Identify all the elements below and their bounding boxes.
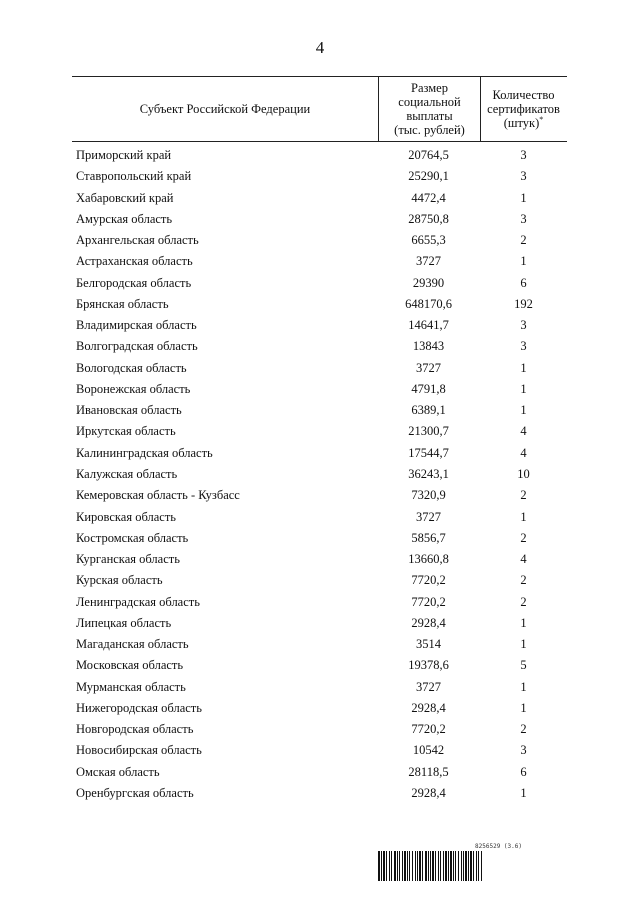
region-cell: Волгоградская область xyxy=(76,339,198,354)
count-cell: 1 xyxy=(520,254,527,269)
region-cell: Новгородская область xyxy=(76,722,194,737)
amount-cell: 2928,4 xyxy=(411,785,446,800)
table-row xyxy=(72,595,567,616)
amount-cell: 19378,6 xyxy=(408,658,449,673)
count-cell: 1 xyxy=(520,381,527,396)
table-row xyxy=(72,488,567,509)
region-cell: Воронежская область xyxy=(76,381,191,396)
table-row xyxy=(72,169,567,190)
amount-cell: 7720,2 xyxy=(411,722,446,737)
header-amount-line: социальной xyxy=(398,95,461,109)
amount-cell: 4791,8 xyxy=(411,381,446,396)
table-row xyxy=(72,765,567,786)
amount-cell: 21300,7 xyxy=(408,424,449,439)
amount-cell: 648170,6 xyxy=(405,296,452,311)
region-cell: Кировская область xyxy=(76,509,177,524)
amount-cell: 5856,7 xyxy=(411,530,446,545)
region-cell: Мурманская область xyxy=(76,679,186,694)
footnote-mark: * xyxy=(539,114,544,124)
table-row xyxy=(72,701,567,722)
count-cell: 2 xyxy=(520,573,527,588)
table-row xyxy=(72,637,567,658)
count-cell: 2 xyxy=(520,488,527,503)
count-cell: 3 xyxy=(520,169,527,184)
amount-cell: 6389,1 xyxy=(411,403,446,418)
table-row xyxy=(72,297,567,318)
region-cell: Оренбургская область xyxy=(76,785,194,800)
count-cell: 3 xyxy=(520,148,527,162)
count-cell: 1 xyxy=(520,190,527,205)
count-cell: 1 xyxy=(520,615,527,630)
count-cell: 1 xyxy=(520,785,527,800)
region-cell: Калининградская область xyxy=(76,445,213,460)
table-row xyxy=(72,254,567,275)
header-region: Субъект Российской Федерации xyxy=(139,101,311,116)
count-cell: 3 xyxy=(520,339,527,354)
count-cell: 1 xyxy=(520,679,527,694)
table-row xyxy=(72,616,567,637)
barcode-caption: 8256529 (3.6) xyxy=(475,843,522,850)
regions-table xyxy=(72,76,567,800)
amount-cell: 29390 xyxy=(412,275,445,290)
region-cell: Белгородская область xyxy=(76,275,192,290)
header-amount xyxy=(378,77,481,141)
amount-cell: 7720,2 xyxy=(411,573,446,588)
table-body xyxy=(72,148,567,807)
count-cell: 10 xyxy=(517,466,530,481)
header-count-line: сертификатов xyxy=(487,102,560,116)
amount-cell: 10542 xyxy=(412,743,445,758)
count-cell: 2 xyxy=(520,530,527,545)
amount-cell: 17544,7 xyxy=(408,445,449,460)
amount-cell: 28750,8 xyxy=(408,211,449,226)
count-cell: 3 xyxy=(520,318,527,333)
region-cell: Приморский край xyxy=(76,148,172,162)
table-row xyxy=(72,424,567,445)
table-row xyxy=(72,403,567,424)
amount-cell: 3514 xyxy=(416,637,441,652)
region-cell: Архангельская область xyxy=(76,233,199,248)
table-row xyxy=(72,339,567,360)
barcode-bars xyxy=(378,851,584,881)
header-amount-line: Размер xyxy=(411,81,448,95)
count-cell: 1 xyxy=(520,509,527,524)
page-number: 4 xyxy=(315,38,325,57)
table-row xyxy=(72,233,567,254)
table-row xyxy=(72,361,567,382)
amount-cell: 7320,9 xyxy=(411,488,446,503)
table-row xyxy=(72,722,567,743)
table-row xyxy=(72,148,567,169)
count-cell: 192 xyxy=(514,296,533,311)
region-cell: Вологодская область xyxy=(76,360,187,375)
region-cell: Астраханская область xyxy=(76,254,193,269)
region-cell: Магаданская область xyxy=(76,637,189,652)
amount-cell: 3727 xyxy=(416,254,441,269)
region-cell: Ленинградская область xyxy=(76,594,200,609)
region-cell: Иркутская область xyxy=(76,424,176,439)
amount-cell: 36243,1 xyxy=(408,466,449,481)
region-cell: Калужская область xyxy=(76,466,178,481)
region-cell: Костромская область xyxy=(76,530,189,545)
region-cell: Липецкая область xyxy=(76,615,172,630)
table-row xyxy=(72,446,567,467)
region-cell: Курганская область xyxy=(76,552,180,567)
region-cell: Амурская область xyxy=(76,211,173,226)
table-row xyxy=(72,658,567,679)
header-count-line: (штук)* xyxy=(503,114,544,130)
region-cell: Хабаровский край xyxy=(76,190,174,205)
header-count-line: Количество xyxy=(492,88,555,102)
count-cell: 2 xyxy=(520,722,527,737)
table-row xyxy=(72,467,567,488)
amount-cell: 4472,4 xyxy=(411,190,446,205)
amount-cell: 20764,5 xyxy=(408,148,449,162)
region-cell: Омская область xyxy=(76,764,160,779)
count-cell: 1 xyxy=(520,360,527,375)
region-cell: Курская область xyxy=(76,573,163,588)
amount-cell: 25290,1 xyxy=(408,169,449,184)
amount-cell: 2928,4 xyxy=(411,615,446,630)
count-cell: 3 xyxy=(520,743,527,758)
table-header xyxy=(72,76,567,142)
table-row xyxy=(72,680,567,701)
table-row xyxy=(72,510,567,531)
amount-cell: 14641,7 xyxy=(408,318,449,333)
table-row xyxy=(72,531,567,552)
table-row xyxy=(72,382,567,403)
table-row xyxy=(72,552,567,573)
region-cell: Новосибирская область xyxy=(76,743,202,758)
count-cell: 4 xyxy=(520,424,527,439)
barcode xyxy=(378,843,584,881)
amount-cell: 3727 xyxy=(416,360,441,375)
header-amount-line: выплаты xyxy=(406,109,453,123)
amount-cell: 13843 xyxy=(412,339,445,354)
amount-cell: 6655,3 xyxy=(411,233,446,248)
count-cell: 5 xyxy=(520,658,527,673)
count-cell: 2 xyxy=(520,233,527,248)
table-row xyxy=(72,786,567,807)
count-cell: 4 xyxy=(520,552,527,567)
table-row xyxy=(72,276,567,297)
table-row xyxy=(72,573,567,594)
amount-cell: 3727 xyxy=(416,509,441,524)
amount-cell: 3727 xyxy=(416,679,441,694)
count-cell: 1 xyxy=(520,637,527,652)
region-cell: Московская область xyxy=(76,658,184,673)
region-cell: Ставропольский край xyxy=(76,169,192,184)
amount-cell: 28118,5 xyxy=(408,764,449,779)
count-cell: 4 xyxy=(520,445,527,460)
barcode-bar xyxy=(482,851,483,881)
table-row xyxy=(72,743,567,764)
table-row xyxy=(72,318,567,339)
table-row xyxy=(72,191,567,212)
amount-cell: 2928,4 xyxy=(411,700,446,715)
count-cell: 3 xyxy=(520,211,527,226)
header-count xyxy=(480,77,567,141)
table-row xyxy=(72,212,567,233)
count-cell: 1 xyxy=(520,700,527,715)
count-cell: 2 xyxy=(520,594,527,609)
count-cell: 6 xyxy=(520,275,527,290)
header-amount-line: (тыс. рублей) xyxy=(394,123,465,137)
region-cell: Владимирская область xyxy=(76,318,197,333)
count-cell: 6 xyxy=(520,764,527,779)
region-cell: Кемеровская область - Кузбасс xyxy=(76,488,240,503)
region-cell: Брянская область xyxy=(76,296,169,311)
amount-cell: 7720,2 xyxy=(411,594,446,609)
amount-cell: 13660,8 xyxy=(408,552,449,567)
region-cell: Ивановская область xyxy=(76,403,182,418)
region-cell: Нижегородская область xyxy=(76,700,202,715)
count-cell: 1 xyxy=(520,403,527,418)
